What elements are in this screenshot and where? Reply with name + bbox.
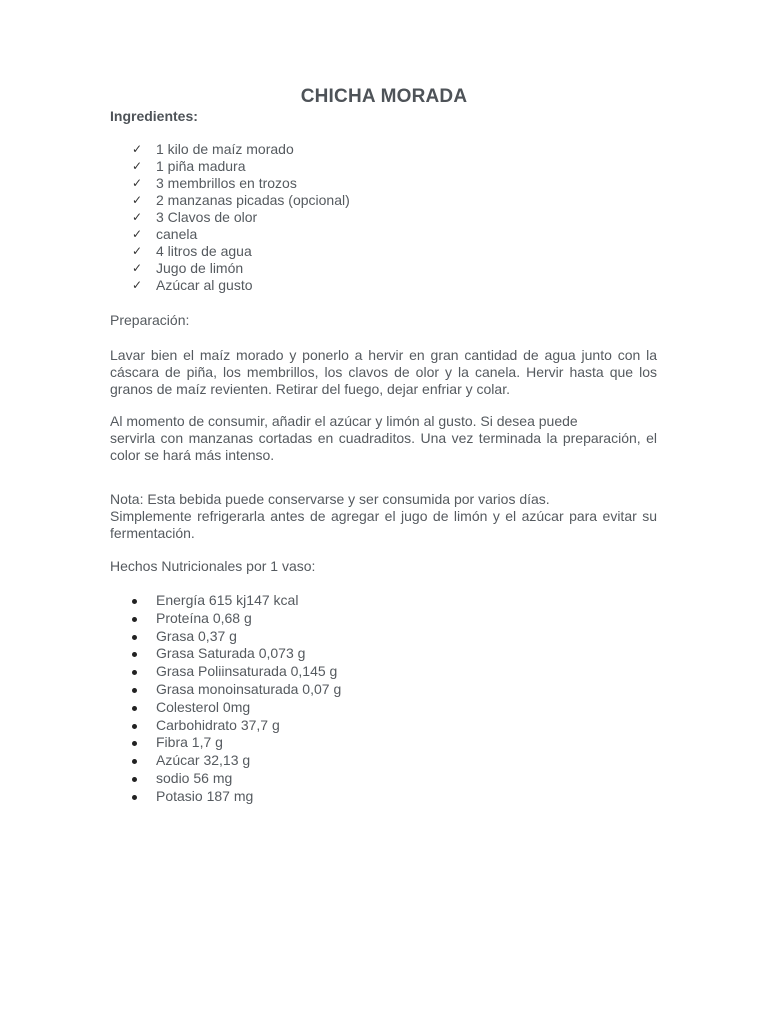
- list-item: ✓ 3 membrillos en trozos: [132, 175, 297, 191]
- list-item: ✓ 2 manzanas picadas (opcional): [132, 192, 350, 208]
- list-item: ✓ Azúcar al gusto: [132, 277, 253, 293]
- list-item: Grasa monoinsaturada 0,07 g: [110, 681, 341, 699]
- list-item: Potasio 187 mg: [110, 788, 341, 806]
- list-item: ✓ 4 litros de agua: [132, 243, 252, 259]
- nutrition-label: Hechos Nutricionales por 1 vaso:: [110, 558, 316, 574]
- nutrition-list: [110, 592, 341, 806]
- bullet-icon: [132, 635, 137, 640]
- check-icon: ✓: [132, 244, 143, 258]
- list-item: ✓ 3 Clavos de olor: [132, 209, 258, 225]
- list-item: Fibra 1,7 g: [110, 734, 341, 752]
- list-item: Azúcar 32,13 g: [110, 752, 341, 770]
- note-line-1: Nota: Esta bebida puede conservarse y ser consumida por varios días.: [110, 491, 550, 507]
- list-item: Carbohidrato 37,7 g: [110, 717, 341, 735]
- list-item: Grasa Poliinsaturada 0,145 g: [110, 663, 341, 681]
- note-paragraph: Simplemente refrigerarla antes de agregar el jugo de limón y el azúcar para evitar su fermentación.: [110, 508, 657, 541]
- bullet-icon: [132, 741, 137, 746]
- preparation-paragraph-2: servirla con manzanas cortadas en cuadraditos. Una vez terminada la preparación, el color se hará más intenso.: [110, 430, 657, 463]
- bullet-icon: [132, 670, 137, 675]
- check-icon: ✓: [132, 142, 143, 156]
- bullet-icon: [132, 724, 137, 729]
- list-item: Grasa 0,37 g: [110, 628, 341, 646]
- bullet-icon: [132, 706, 137, 711]
- preparation-paragraph-1: Lavar bien el maíz morado y ponerlo a hervir en gran cantidad de agua junto con la cáscara de piña, los membrillos, los clavos de olor y la canela. Hervir hasta que los granos de maíz revienten. Retirar del fuego, dejar enfriar y colar.: [110, 347, 657, 397]
- bullet-icon: [132, 688, 137, 693]
- page-title: CHICHA MORADA: [300, 86, 468, 107]
- preparation-label: Preparación:: [110, 312, 190, 328]
- check-icon: ✓: [132, 193, 143, 207]
- bullet-icon: [132, 777, 137, 782]
- bullet-icon: [132, 617, 137, 622]
- ingredients-list: [110, 141, 350, 294]
- bullet-icon: [132, 599, 137, 604]
- list-item: sodio 56 mg: [110, 770, 341, 788]
- list-item: ✓ canela: [132, 226, 198, 242]
- check-icon: ✓: [132, 261, 143, 275]
- check-icon: ✓: [132, 176, 143, 190]
- list-item: Colesterol 0mg: [110, 699, 341, 717]
- bullet-icon: [132, 652, 137, 657]
- list-item: Proteína 0,68 g: [110, 610, 341, 628]
- bullet-icon: [132, 795, 137, 800]
- list-item: ✓ 1 piña madura: [132, 158, 246, 174]
- check-icon: ✓: [132, 210, 143, 224]
- list-item: Grasa Saturada 0,073 g: [110, 645, 341, 663]
- preparation-paragraph-2-line-1: Al momento de consumir, añadir el azúcar y limón al gusto. Si desea puede: [110, 413, 578, 429]
- check-icon: ✓: [132, 227, 143, 241]
- bullet-icon: [132, 759, 137, 764]
- list-item: ✓ 1 kilo de maíz morado: [132, 141, 294, 157]
- ingredients-heading: Ingredientes:: [110, 108, 198, 124]
- list-item: ✓ Jugo de limón: [132, 260, 244, 276]
- check-icon: ✓: [132, 278, 143, 292]
- check-icon: ✓: [132, 159, 143, 173]
- list-item: Energía 615 kj147 kcal: [110, 592, 341, 610]
